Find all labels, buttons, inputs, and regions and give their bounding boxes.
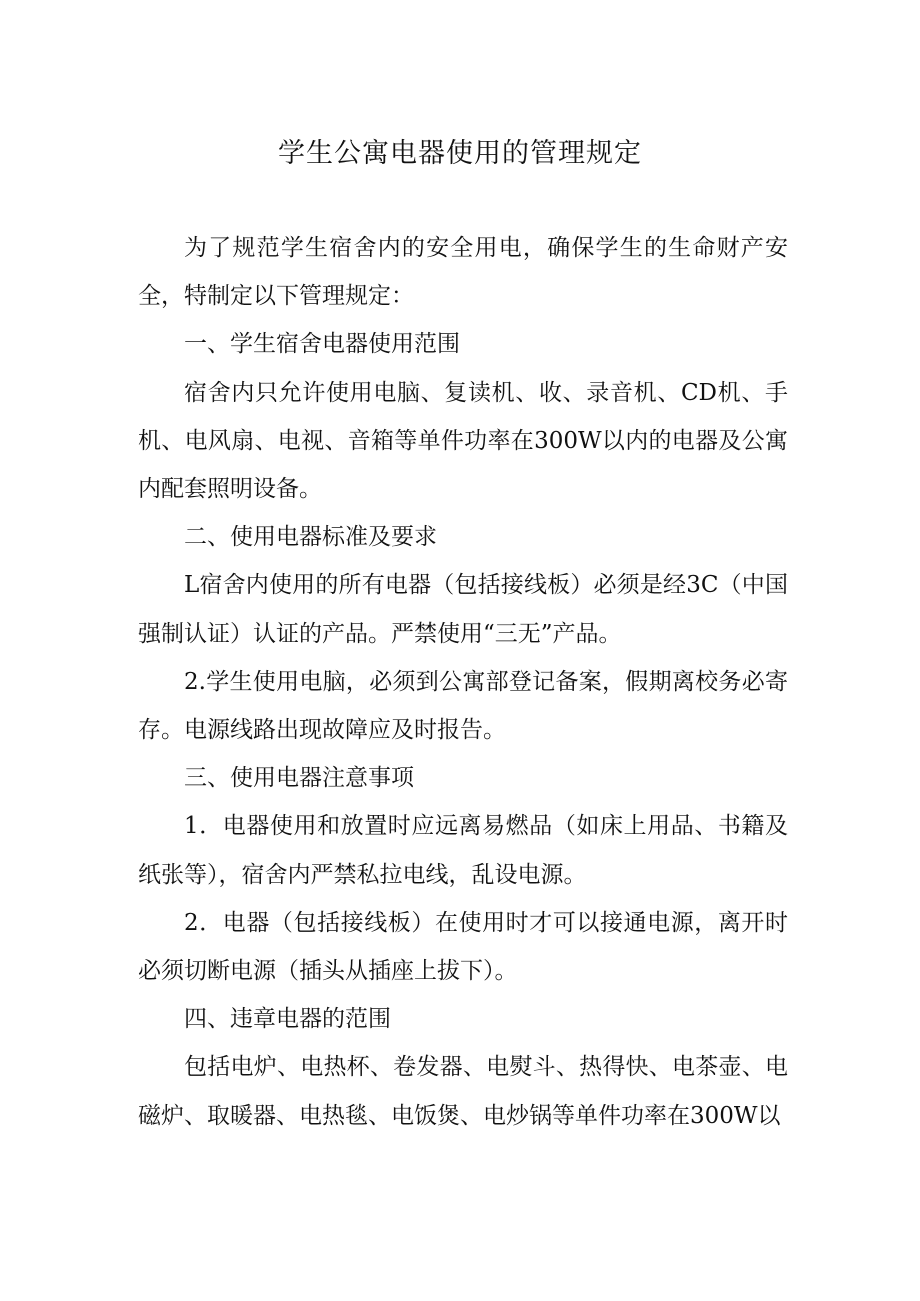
section-2-item-1: L宿舍内使用的所有电器（包括接线板）必须是经3C（中国 强制认证）认证的产品。严禁使用“三无”产品。 — [138, 572, 788, 647]
section-4-heading: 四、违章电器的范围 — [184, 1006, 391, 1033]
section-2-item-2: 2.学生使用电脑，必须到公寓部登记备案，假期离校务必寄存。电源线路出现故障应及时报告。 — [138, 668, 788, 744]
section-3-heading: 三、使用电器注意事项 — [184, 765, 414, 792]
section-3-item-1: 1．电器使用和放置时应远离易燃品（如床上用品、书籍及纸张等），宿舍内严禁私拉电线，乱设电源。 — [138, 813, 788, 888]
section-4-body: 包括电炉、电热杯、卷发器、电熨斗、热得快、电茶壶、电磁炉、取暖器、电热毯、电饭煲、电炒锅等单件功率在300W以 — [138, 1054, 788, 1129]
intro-paragraph: 为了规范学生宿舍内的安全用电，确保学生的生命财产安全，特制定以下管理规定： — [138, 235, 788, 310]
document-body — [138, 224, 788, 1140]
document-title: 学生公寓电器使用的管理规定 — [278, 138, 642, 169]
section-1-heading: 一、学生宿舍电器使用范围 — [184, 331, 460, 358]
section-2-heading: 二、使用电器标准及要求 — [184, 524, 437, 551]
section-3-item-2: 2．电器（包括接线板）在使用时才可以接通电源，离开时必须切断电源（插头从插座上拔下）。 — [138, 909, 788, 985]
section-1-body: 宿舍内只允许使用电脑、复读机、收、录音机、CD机、手机、电风扇、电视、音箱等单件功率在300W以内的电器及公寓内配套照明设备。 — [138, 379, 788, 503]
